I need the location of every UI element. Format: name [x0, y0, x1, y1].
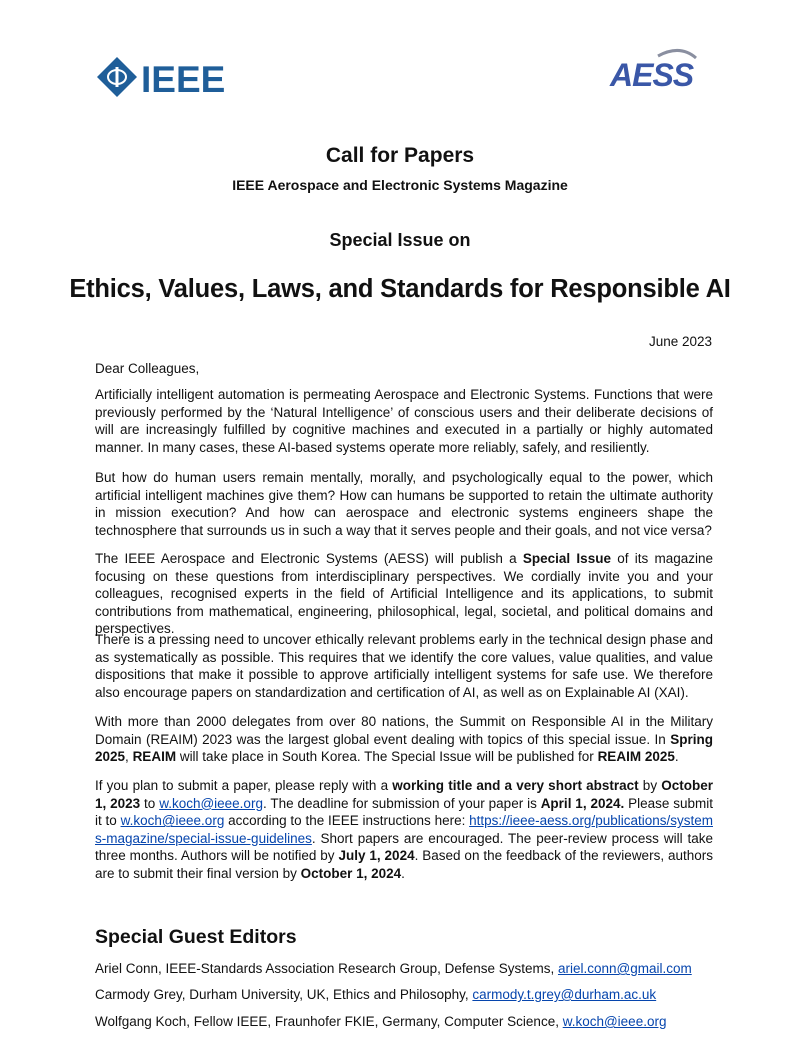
text: With more than 2000 delegates from over 80 nations, the Summit on Responsible AI in the Military Domain (REAIM) 2023 was the largest global event dealing with topics of this special issue. In	[95, 714, 713, 747]
topic-title: Ethics, Values, Laws, and Standards for Responsible AI	[69, 275, 731, 303]
page-title: Call for Papers	[325, 144, 475, 167]
text: by	[638, 778, 662, 793]
bold-text: Special Issue	[522, 551, 611, 566]
date: June 2023	[648, 334, 712, 349]
text: . Based on the feedback of the reviewers, authors are to submit their final version by	[95, 848, 713, 881]
paragraph-3	[95, 550, 713, 638]
paragraph-1: Artificially intelligent automation is permeating Aerospace and Electronic Systems. Functions that were previously performed by the ‘Natural Intelligence’ of conscious users and their deliberate decisions of will are increasingly fulfilled by cognitive machines and executed in a partially or highly automated manner. In many cases, these AI-based systems operate more reliably, safely, and resiliently.	[95, 387, 713, 455]
editors-heading: Special Guest Editors	[95, 926, 297, 948]
bold-text: working title and a very short abstract	[392, 778, 639, 793]
paragraph-4: There is a pressing need to uncover ethically relevant problems early in the technical design phase and as systematically as possible. This requires that we identify the core values, value qualities, and value dispositions that make it possible to approve artificially intelligent systems for safe use. We therefore also encourage papers on standardization and certification of AI, as well as on Explainable AI (XAI).	[95, 632, 713, 700]
special-issue-label: Special Issue on	[329, 230, 471, 250]
magazine-title: IEEE Aerospace and Electronic Systems Magazine	[232, 177, 568, 193]
editor-email-link[interactable]: carmody.t.grey@durham.ac.uk	[472, 987, 657, 1002]
text: Please submit it to	[95, 795, 714, 829]
guidelines-link[interactable]: https://ieee-aess.org/publications/systems-magazine/special-issue-guidelines	[95, 813, 713, 846]
editor-item	[95, 1014, 666, 1029]
email-link[interactable]: w.koch@ieee.org	[159, 795, 263, 811]
text: . The deadline for submission of your paper is	[262, 795, 541, 811]
text: of its magazine focusing on these questions from interdisciplinary perspectives. We cordially invite you and your colleagues, recognised experts in the field of Artificial Intelligence and its applications, to submit contributions from mathematical, engineering, philosophical, legal, societal, and political domains and perspectives.	[95, 551, 713, 637]
aess-logo	[608, 46, 712, 96]
paragraph-6	[95, 777, 713, 883]
bold-text: REAIM	[132, 749, 177, 765]
bold-text: July 1, 2024	[338, 848, 415, 864]
text: will take place in South Korea. The Special Issue will be published for	[176, 749, 598, 765]
email-link[interactable]: w.koch@ieee.org	[120, 813, 225, 829]
ieee-diamond-icon	[97, 57, 137, 97]
editor-email-link[interactable]: ariel.conn@gmail.com	[557, 961, 692, 976]
text: . Short papers are encouraged. The peer-review process will take three months. Authors will be notified by	[95, 830, 713, 864]
editor-email-link[interactable]: w.koch@ieee.org	[562, 1014, 667, 1029]
text: The IEEE Aerospace and Electronic Systems (AESS) will publish a	[95, 551, 523, 566]
aess-logo-text: AESS	[610, 57, 694, 93]
editor-item	[95, 961, 692, 976]
bold-text: October 1, 2023	[95, 778, 714, 811]
bold-text: REAIM 2025	[597, 749, 675, 765]
bold-text: Spring 2025	[95, 731, 713, 765]
text: to	[140, 795, 160, 811]
text: according to the IEEE instructions here:	[224, 813, 470, 829]
paragraph-2: But how do human users remain mentally, morally, and psychologically equal to the power, which artificial intelligent machines give them? How can humans be supported to retain the ultimate authority in mission execution? And how can aerospace and electronic systems engineers shape the technosphere that surrounds us in such a way that it serves people and their goals, and not vice versa?	[95, 470, 713, 538]
ieee-logo	[95, 55, 235, 99]
greeting: Dear Colleagues,	[95, 361, 200, 376]
bold-text: April 1, 2024.	[540, 795, 625, 811]
editor-info: Carmody Grey, Durham University, UK, Ethics and Philosophy,	[95, 987, 473, 1002]
text: .	[674, 749, 679, 765]
ieee-logo-text: IEEE	[141, 59, 226, 99]
bold-text: October 1, 2024	[300, 865, 402, 881]
text: .	[401, 865, 405, 881]
editor-info: Ariel Conn, IEEE-Standards Association Research Group, Defense Systems,	[95, 961, 558, 976]
editor-info: Wolfgang Koch, Fellow IEEE, Fraunhofer FKIE, Germany, Computer Science,	[95, 1014, 563, 1029]
paragraph-5	[95, 713, 713, 766]
editor-item	[95, 987, 656, 1002]
text: If you plan to submit a paper, please reply with a	[95, 778, 393, 793]
text: ,	[125, 749, 133, 765]
